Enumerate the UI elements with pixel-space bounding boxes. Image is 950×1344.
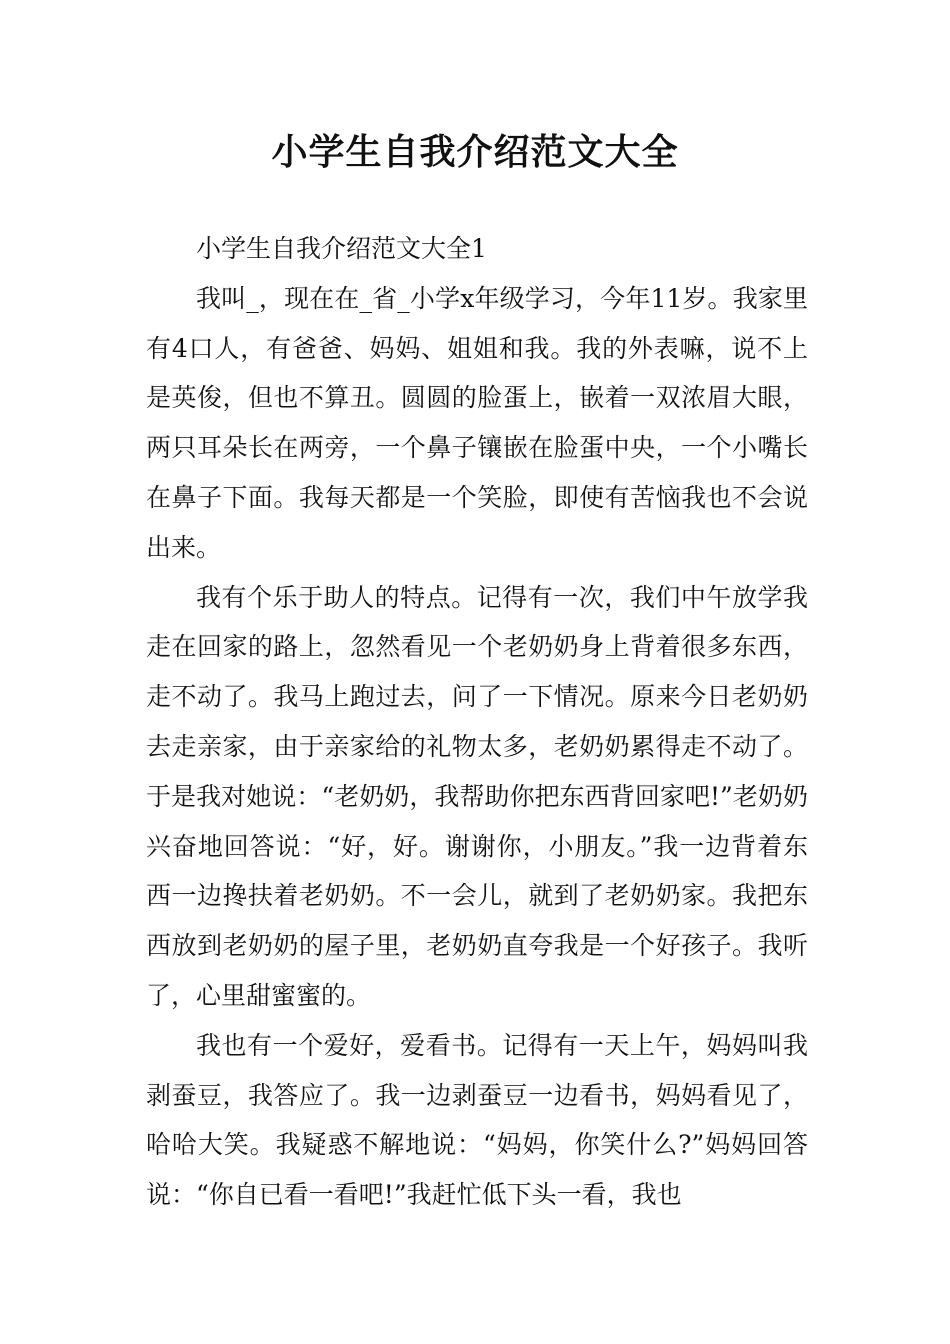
paragraph-helping: 我有个乐于助人的特点。记得有一次，我们中午放学我走在回家的路上，忽然看见一个老奶奶身上背着很多东西，走不动了。我马上跑过去，问了一下情况。原来今日老奶奶去走亲家，由于亲家给的礼物太多，老奶奶累得走不动了。于是我对她说：“老奶奶，我帮助你把东西背回家吧!”老奶奶兴奋地回答说：“好，好。谢谢你，小朋友。”我一边背着东西一边搀扶着老奶奶。不一会儿，就到了老奶奶家。我把东西放到老奶奶的屋子里，老奶奶直夸我是一个好孩子。我听了，心里甜蜜蜜的。 <box>146 582 808 1010</box>
paragraph-intro: 我叫_，现在在_省_小学x年级学习，今年11岁。我家里有4口人，有爸爸、妈妈、姐姐和我。我的外表嘛，说不上是英俊，但也不算丑。圆圆的脸蛋上，嵌着一双浓眉大眼，两只耳朵长在两旁，一个鼻子镶嵌在脸蛋中央，一个小嘴长在鼻子下面。我每天都是一个笑脸，即使有苦恼我也不会说出来。 <box>146 283 808 562</box>
section-heading: 小学生自我介绍范文大全1 <box>196 234 487 263</box>
document-body <box>146 224 808 1220</box>
document-title: 小学生自我介绍范文大全 <box>271 131 679 173</box>
paragraph-hobby: 我也有一个爱好，爱看书。记得有一天上午，妈妈叫我剥蚕豆，我答应了。我一边剥蚕豆一边看书，妈妈看见了，哈哈大笑。我疑惑不解地说：“妈妈，你笑什么?”妈妈回答说：“你自已看一看吧!”我赶忙低下头一看，我也 <box>146 1030 808 1210</box>
